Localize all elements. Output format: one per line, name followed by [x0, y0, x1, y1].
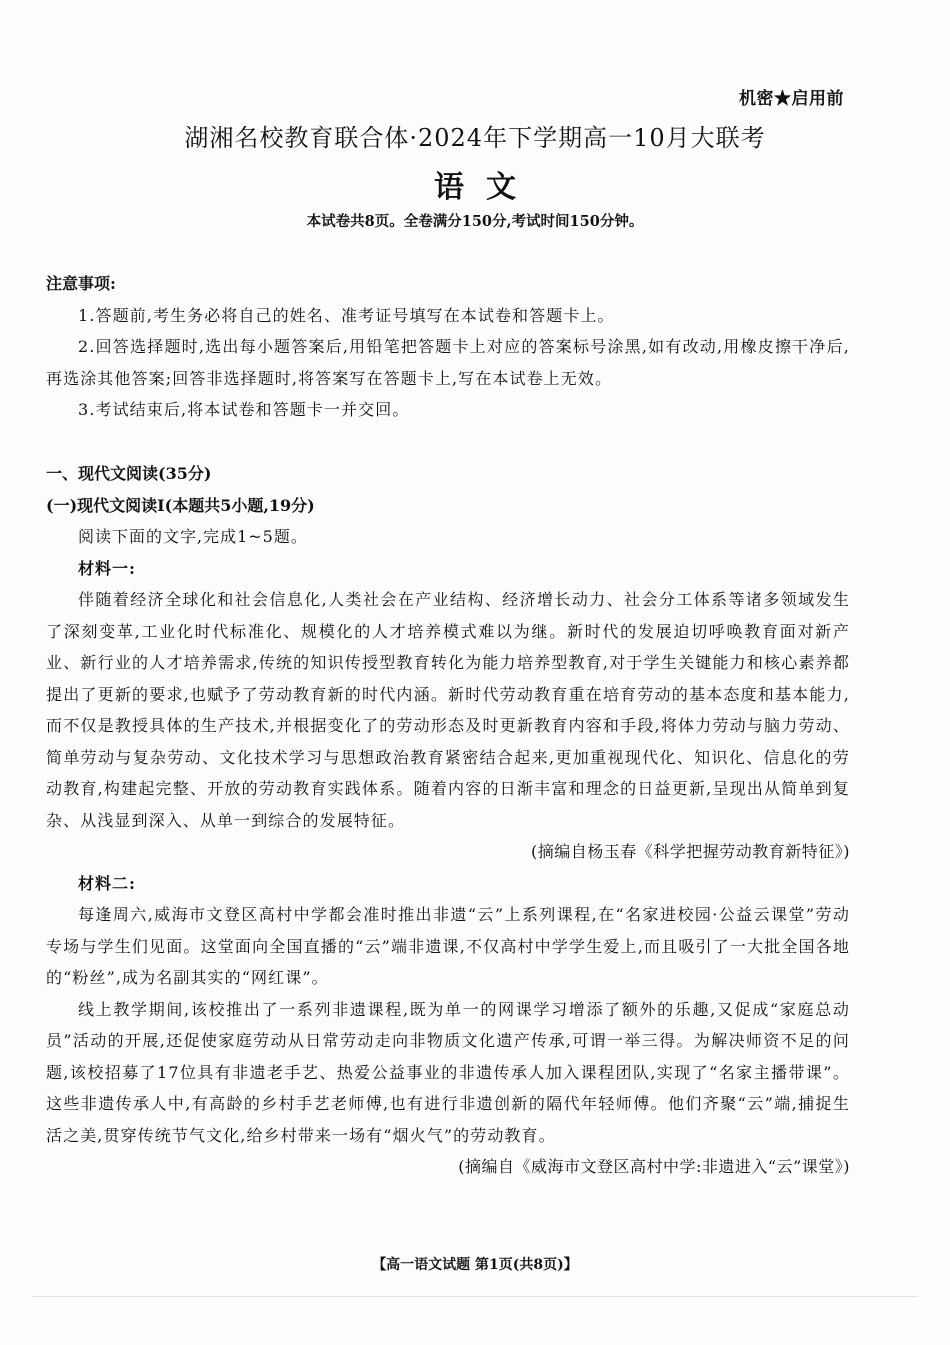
- exam-info: 本试卷共8页。全卷满分150分,考试时间150分钟。: [306, 213, 644, 230]
- section-title: 一、现代文阅读(35分): [46, 464, 212, 483]
- subject-title: 语文: [434, 170, 538, 205]
- notice-item-1: 1.答题前,考生务必将自己的姓名、准考证号填写在本试卷和答题卡上。: [78, 305, 615, 325]
- section-subtitle: (一)现代文阅读Ⅰ(本题共5小题,19分): [46, 495, 315, 515]
- material-1-label: 材料一:: [78, 558, 136, 578]
- exam-title: 湖湘名校教育联合体·2024年下学期高一10月大联考: [184, 124, 766, 152]
- material-1-text: 伴随着经济全球化和社会信息化,人类社会在产业结构、经济增长动力、社会分工体系等诸多领域发生了深刻变革,工业化时代标准化、规模化的人才培养模式难以为继。新时代的发展迫切呼唤教育面对新产业、新行业的人才培养需求,传统的知识传授型教育转化为能力培养型教育,对于学生关键能力和核心素养都提出了更新的要求,也赋予了劳动教育新的时代内涵。新时代劳动教育重在培育劳动的基本态度和基本能力,而不仅是教授具体的生产技术,并根据变化了的劳动形态及时更新教育内容和手段,将体力劳动与脑力劳动、简单劳动与复杂劳动、文化技术学习与思想政治教育紧密结合起来,更加重视现代化、知识化、信息化的劳动教育,构建起完整、开放的劳动教育实践体系。随着内容的日渐丰富和理念的日益更新,呈现出从简单到复杂、从浅显到深入、从单一到综合的发展特征。: [46, 590, 850, 830]
- material-2-source: (摘编自《威海市文登区高村中学:非遗进入“云”课堂》): [458, 1157, 850, 1176]
- confidential-mark: 机密★启用前: [739, 89, 844, 109]
- notice-item-3: 3.考试结束后,将本试卷和答题卡一并交回。: [78, 400, 410, 419]
- notice-item-2: 2.回答选择题时,选出每小题答案后,用铅笔把答题卡上对应的答案标号涂黑,如有改动,用橡皮擦干净后,再选涂其他答案;回答非选择题时,将答案写在答题卡上,写在本试卷上无效。: [46, 337, 850, 388]
- material-1-source: (摘编自杨玉春《科学把握劳动教育新特征》): [531, 842, 850, 861]
- material-2-paragraph-2: 线上教学期间,该校推出了一系列非遗课程,既为单一的网课学习增添了额外的乐趣,又促成“家庭总动员”活动的开展,还促使家庭劳动从日常劳动走向非物质文化遗产传承,可谓一举三得。为解决师资不足的问题,该校招募了17位具有非遗老手艺、热爱公益事业的非遗传承人加入课程团队,实现了“名家主播带课”。这些非遗传承人中,有高龄的乡村手艺老师傅,也有进行非遗创新的隔代年轻师傅。他们齐聚“云”端,捕捉生活之美,贯穿传统节气文化,给乡村带来一场有“烟火气”的劳动教育。: [46, 999, 850, 1145]
- footer-divider: [32, 1296, 918, 1297]
- material-2-paragraph-1: 每逢周六,威海市文登区高村中学都会准时推出非遗“云”上系列课程,在“名家进校园·公益云课堂”劳动专场与学生们见面。这堂面向全国直播的“云”端非遗课,不仅高村中学学生爱上,而且吸引了一大批全国各地的“粉丝”,成为名副其实的“网红课”。: [46, 905, 850, 987]
- notice-block: [46, 268, 850, 426]
- material-2-label: 材料二:: [78, 873, 136, 893]
- notice-heading: 注意事项:: [46, 274, 116, 293]
- section-instruction: 阅读下面的文字,完成1~5题。: [78, 527, 308, 546]
- reading-section: [46, 458, 850, 1183]
- page-footer: 【高一语文试题 第1页(共8页)】: [372, 1257, 578, 1273]
